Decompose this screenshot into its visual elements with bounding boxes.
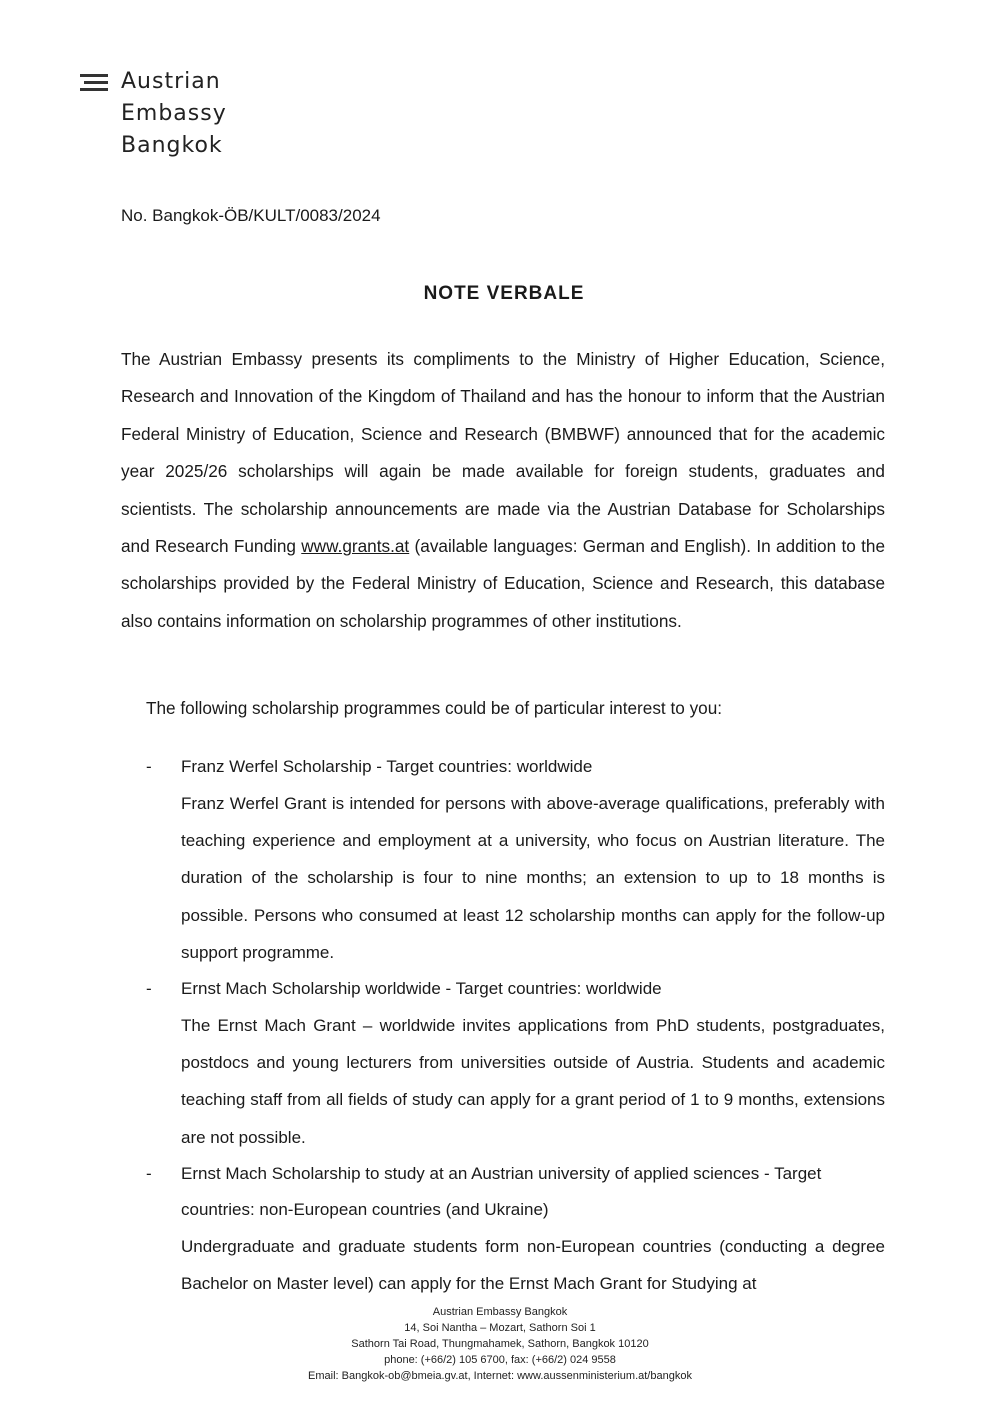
bullet-dash: - [146,979,152,999]
logo-line-1: Austrian [121,69,221,94]
letterhead-footer [0,1304,1000,1384]
programme-heading: Ernst Mach Scholarship worldwide - Target countries: worldwide [181,979,662,999]
austria-emblem-icon [80,74,108,95]
programmes-intro: The following scholarship programmes could be of particular interest to you: [146,698,723,718]
grants-link[interactable]: www.grants.at [301,536,410,557]
programme-item [146,971,885,1156]
footer-line: Sathorn Tai Road, Thungmahamek, Sathorn, Bangkok 10120 [351,1338,649,1350]
embassy-logo [80,66,227,162]
logo-line-2: Embassy [121,101,227,126]
logo-line-3: Bangkok [121,133,223,158]
embassy-name [121,66,227,162]
bullet-dash: - [146,1163,152,1183]
document-title: NOTE VERBALE [423,283,585,304]
body-paragraph-start: The Austrian Embassy presents its compliments to the Ministry of Higher Education, Science, Research and Innovation of the Kingdom of Thailand and has the honour to inform that the Austrian Federal Ministry of Education, Science and Research (BMBWF) announced that for the academic year 2025/26 scholarships will again be made available for foreign students, graduates and scientists. The scholarship announcements are made via the Austrian Database for Scholarships and Research Funding [121,349,885,557]
bullet-dash: - [146,757,152,776]
programme-description: Undergraduate and graduate students form non-European countries (conducting a degree Bachelor on Master level) can apply for the Ernst Mach Grant for Studying at [181,1236,885,1294]
body-paragraph-end: (available languages: German and English). In addition to the scholarships provided by the Federal Ministry of Education, Science and Research, this database also contains information on scholarship programmes of other institutions. [121,536,885,631]
programme-heading: Franz Werfel Scholarship - Target countries: worldwide [181,757,593,776]
programme-heading: Ernst Mach Scholarship to study at an Austrian university of applied sciences - Target countries: non-European countries (and Ukraine) [181,1163,822,1219]
reference-number: No. Bangkok-ÖB/KULT/0083/2024 [121,206,381,225]
body-paragraph [121,341,885,640]
programme-description: Franz Werfel Grant is intended for persons with above-average qualifications, preferably with teaching experience and employment at a university, who focus on Austrian literature. The duration of the scholarship is four to nine months; an extension to up to 18 months is possible. Persons who consumed at least 12 scholarship months can apply for the follow-up support programme. [181,794,885,962]
footer-line: Email: Bangkok-ob@bmeia.gv.at, Internet: www.aussenministerium.at/bangkok [308,1370,692,1382]
footer-line: 14, Soi Nantha – Mozart, Sathorn Soi 1 [404,1322,596,1334]
footer-line: phone: (+66/2) 105 6700, fax: (+66/2) 024 9558 [384,1354,616,1366]
programme-item [146,749,885,971]
footer-line: Austrian Embassy Bangkok [432,1306,568,1318]
programme-list [146,749,885,1302]
programme-item [146,1156,885,1302]
programme-description: The Ernst Mach Grant – worldwide invites applications from PhD students, postgraduates, postdocs and young lecturers from universities outside of Austria. Students and academic teaching staff from all fields of study can apply for a grant period of 1 to 9 months, extensions are not possible. [181,1016,885,1147]
